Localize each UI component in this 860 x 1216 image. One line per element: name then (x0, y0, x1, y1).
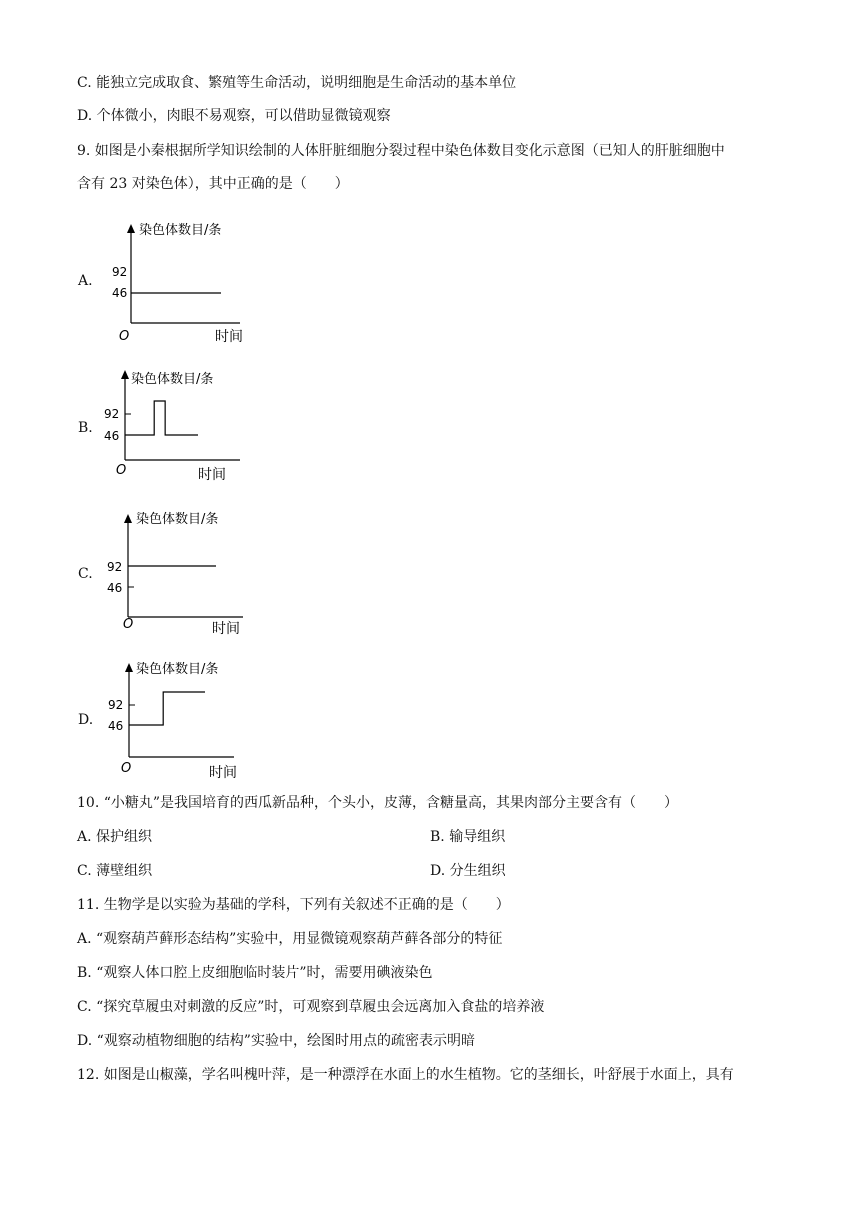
y-axis-label: 染色体数目/条 (136, 512, 219, 527)
q9-option-b-chart (100, 368, 250, 483)
x-axis-label: 时间 (212, 621, 240, 637)
q11-option-c: C. “探究草履虫对刺激的反应”时，可观察到草履虫会远离加入食盐的培养液 (77, 999, 545, 1015)
y-axis-label: 染色体数目/条 (139, 223, 222, 238)
q11-stem: 11. 生物学是以实验为基础的学科，下列有关叙述不正确的是（ ） (77, 897, 510, 913)
y-axis-arrow (125, 663, 133, 672)
tick-label-46: 46 (107, 581, 123, 595)
q9-option-d-letter: D. (78, 712, 94, 728)
y-axis-label: 染色体数目/条 (131, 372, 214, 387)
tick-label-92: 92 (108, 698, 124, 712)
tick-label-92: 92 (112, 265, 128, 279)
origin-label: O (116, 463, 127, 478)
q11-option-b: B. “观察人体口腔上皮细胞临时装片”时，需要用碘液染色 (77, 965, 433, 981)
series-line (129, 692, 205, 725)
x-axis-label: 时间 (215, 329, 243, 345)
q9-stem-line2: 含有 23 对染色体），其中正确的是（ ） (77, 176, 349, 192)
q9-option-a-chart (105, 220, 265, 350)
q10-option-b: B. 输导组织 (430, 829, 506, 845)
y-axis-arrow (127, 224, 135, 233)
q10-stem: 10. “小糖丸”是我国培育的西瓜新品种，个头小，皮薄，含糖量高，其果肉部分主要含有（ ） (77, 795, 679, 811)
y-axis-label: 染色体数目/条 (136, 662, 219, 677)
q9-option-c-letter: C. (78, 566, 93, 582)
q9-option-a-letter: A. (78, 273, 93, 289)
q10-option-c: C. 薄壁组织 (77, 863, 153, 879)
q8-option-d: D. 个体微小，肉眼不易观察，可以借助显微镜观察 (77, 108, 391, 124)
q9-option-c-chart (104, 505, 254, 640)
origin-label: O (119, 329, 130, 344)
tick-label-92: 92 (104, 407, 120, 421)
origin-label: O (123, 617, 134, 632)
q10-option-d: D. 分生组织 (430, 863, 506, 879)
x-axis-label: 时间 (198, 467, 226, 483)
series-line (125, 401, 198, 435)
q9-option-b-letter: B. (78, 420, 93, 436)
y-axis-arrow (121, 370, 129, 379)
q9-stem-line1: 9. 如图是小秦根据所学知识绘制的人体肝脏细胞分裂过程中染色体数目变化示意图（已知人的肝脏细胞中 (77, 143, 725, 159)
tick-label-92: 92 (107, 560, 123, 574)
tick-label-46: 46 (112, 286, 128, 300)
origin-label: O (121, 761, 132, 776)
tick-label-46: 46 (104, 429, 120, 443)
q8-option-c: C. 能独立完成取食、繁殖等生命活动，说明细胞是生命活动的基本单位 (77, 75, 517, 91)
q12-stem: 12. 如图是山椒藻，学名叫槐叶萍，是一种漂浮在水面上的水生植物。它的茎细长，叶舒展于水面上，具有 (77, 1067, 734, 1083)
tick-label-46: 46 (108, 719, 124, 733)
y-axis-arrow (124, 514, 132, 523)
x-axis-label: 时间 (209, 765, 237, 781)
q9-option-d-chart (105, 655, 255, 785)
q11-option-d: D. “观察动植物细胞的结构”实验中，绘图时用点的疏密表示明暗 (77, 1033, 475, 1049)
q11-option-a: A. “观察葫芦藓形态结构”实验中，用显微镜观察葫芦藓各部分的特征 (77, 931, 503, 947)
q10-option-a: A. 保护组织 (77, 829, 153, 845)
